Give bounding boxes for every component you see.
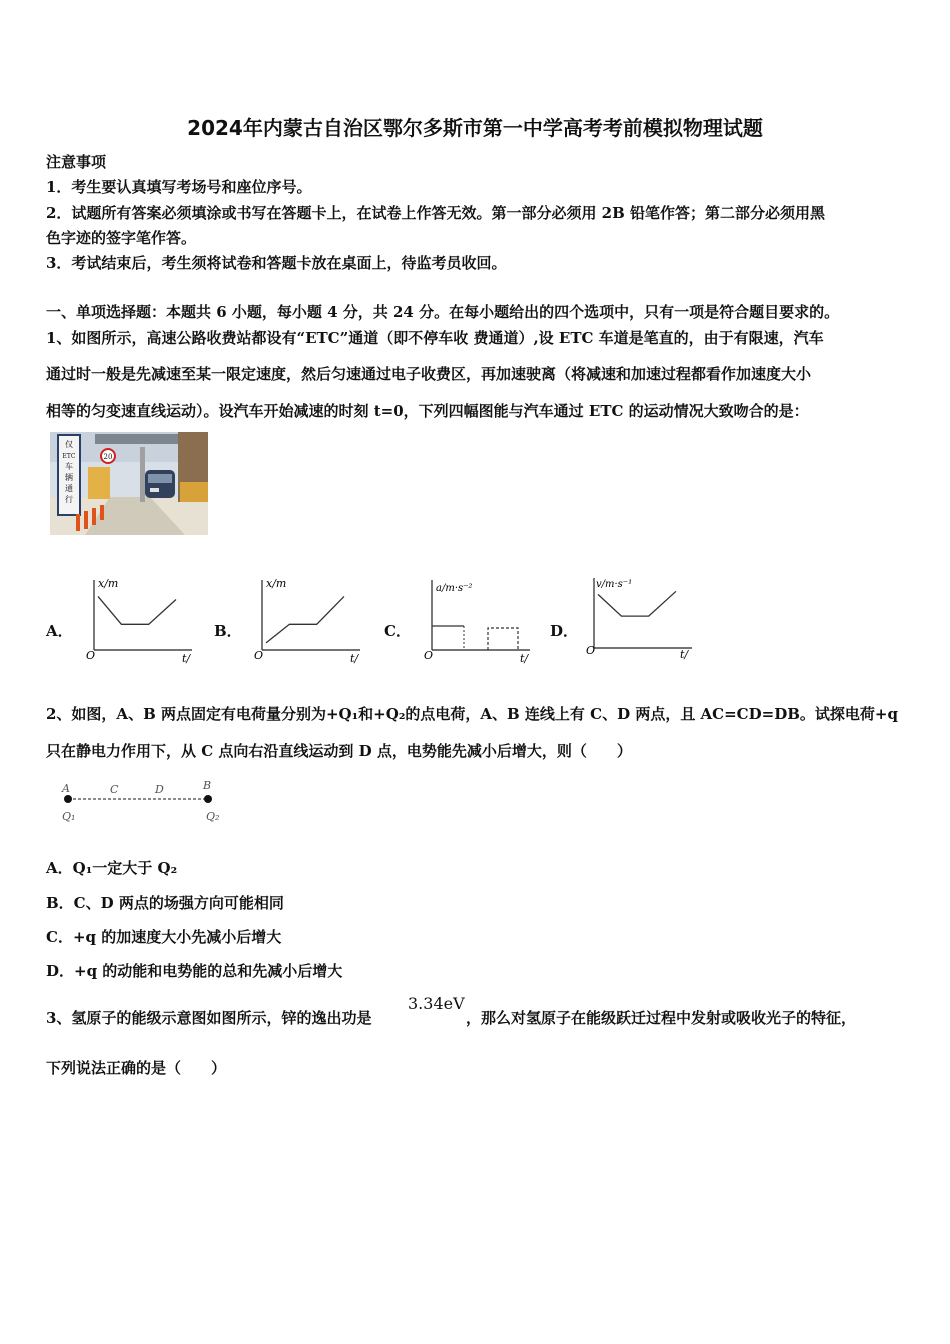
- question-2-line: 2、如图，A、B 两点固定有电荷量分别为+Q₁和+Q₂的点电荷，A、B 连线上有 C、D 两点，且 AC=CD=DB。试探电荷+q: [46, 705, 898, 723]
- option-c-label: C．: [384, 622, 411, 640]
- question-3-line: 3、氢原子的能级示意图如图所示，锌的逸出功是: [46, 1009, 372, 1027]
- x-axis-label: t/: [680, 648, 689, 661]
- y-axis-label: v/m·s⁻¹: [596, 579, 633, 590]
- notice-item: 1．考生要认真填写考场号和座位序号。: [46, 178, 312, 196]
- notice-item: 色字迹的签字笔作答。: [46, 229, 197, 247]
- notice-heading: 注意事项: [46, 153, 107, 171]
- graph-curve: [266, 596, 344, 643]
- page-title: 2024年内蒙古自治区鄂尔多斯市第一中学高考考前模拟物理试题: [187, 116, 763, 140]
- option-b-label: B．: [214, 622, 242, 640]
- origin-label: O: [86, 649, 96, 662]
- x-axis-label: t/: [182, 652, 191, 664]
- x-axis-label: t/: [350, 652, 359, 664]
- origin-label: O: [586, 644, 596, 657]
- sign-text: 仅: [65, 440, 73, 449]
- label-q2: Q₂: [206, 810, 220, 823]
- question-1-line: 1、如图所示，高速公路收费站都设有“ETC”通道（即不停车收 费通道）,设 ETC 车道是笔直的，由于有限速，汽车: [46, 329, 824, 347]
- charge-diagram: [56, 778, 236, 824]
- origin-label: O: [254, 649, 264, 662]
- sign-text: ETC: [62, 453, 76, 460]
- question-1-line: 相等的匀变速直线运动）。设汽车开始减速的时刻 t=0，下列四幅图能与汽车通过 ETC 的运动情况大致吻合的是：: [46, 402, 809, 420]
- option-a-graph: [84, 576, 196, 664]
- point-a: [64, 795, 72, 803]
- y-axis-label: x/m: [266, 577, 287, 590]
- question-3-line: 下列说法正确的是（ ）: [46, 1059, 227, 1077]
- graph-dashed-line: [488, 628, 518, 650]
- work-function-value: 3.34eV: [408, 994, 465, 1013]
- etc-lane-photo: [50, 432, 208, 535]
- y-axis-label: a/m·s⁻²: [436, 583, 473, 594]
- question-1-line: 通过时一般是先减速至某一限定速度，然后匀速通过电子收费区，再加速驶离（将减速和加速过程都看作加速度大小: [46, 365, 812, 383]
- section-heading: 一、单项选择题：本题共 6 小题，每小题 4 分，共 24 分。在每小题给出的四个选项中，只有一项是符合题目要求的。: [46, 303, 840, 321]
- sign-text: 辆: [65, 473, 73, 482]
- y-axis-label: x/m: [98, 577, 119, 590]
- question-2-option-c: C．+q 的加速度大小先减小后增大: [46, 928, 282, 946]
- sign-text: 行: [65, 495, 73, 504]
- sign-text: 通: [65, 484, 73, 493]
- label-c: C: [110, 783, 119, 796]
- label-a: A: [62, 782, 70, 795]
- option-a-label: A．: [46, 622, 73, 640]
- option-c-graph: [422, 576, 534, 664]
- graph-curve: [598, 591, 676, 616]
- point-b: [204, 795, 212, 803]
- x-axis-label: t/: [520, 652, 529, 664]
- graph-curve: [98, 596, 176, 624]
- speed-limit-sign: 20: [103, 453, 113, 461]
- origin-label: O: [424, 649, 434, 662]
- notice-item: 2．试题所有答案必须填涂或书写在答题卡上，在试卷上作答无效。第一部分必须用 2B 铅笔作答；第二部分必须用黑: [46, 204, 826, 222]
- question-3-line: ，那么对氢原子在能级跃迁过程中发射或吸收光子的特征，: [466, 1009, 857, 1027]
- label-d: D: [155, 783, 164, 796]
- label-q1: Q₁: [62, 810, 76, 823]
- question-2-option-b: B．C、D 两点的场强方向可能相同: [46, 894, 284, 912]
- notice-item: 3．考试结束后，考生须将试卷和答题卡放在桌面上，待监考员收回。: [46, 254, 507, 272]
- question-2-option-d: D．+q 的动能和电势能的总和先减小后增大: [46, 962, 343, 980]
- question-2-line: 只在静电力作用下，从 C 点向右沿直线运动到 D 点，电势能先减小后增大，则（ ）: [46, 742, 632, 760]
- option-d-label: D．: [550, 622, 579, 640]
- option-d-graph: [584, 574, 696, 662]
- question-2-option-a: A．Q₁一定大于 Q₂: [46, 859, 178, 877]
- option-b-graph: [252, 576, 364, 664]
- sign-text: 车: [65, 462, 73, 471]
- label-b: B: [203, 779, 212, 792]
